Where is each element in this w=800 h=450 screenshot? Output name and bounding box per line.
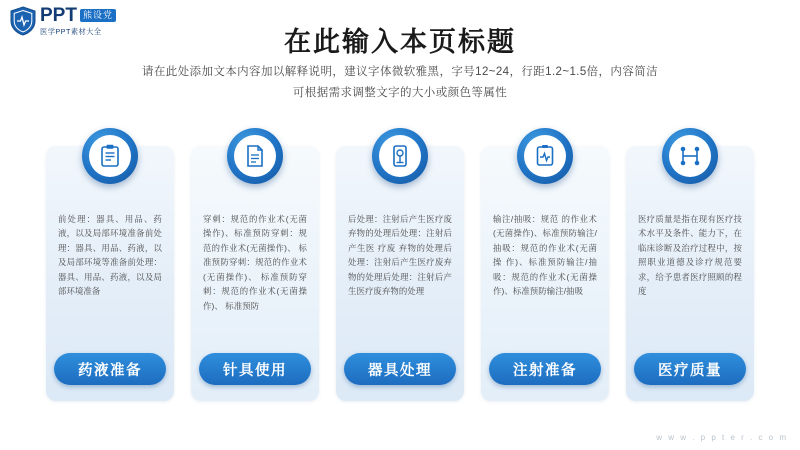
column-label[interactable]: 医疗质量 [634,353,746,385]
clipboard-icon [89,135,131,177]
column-icon-badge[interactable] [227,128,283,184]
column-icon-badge[interactable] [82,128,138,184]
vial-icon [379,135,421,177]
page-title: 在此输入本页标题 [284,27,516,57]
column-item[interactable] [191,128,319,403]
column-label[interactable]: 针具使用 [199,353,311,385]
logo-badge: 熊设党 [80,9,116,22]
column-item[interactable] [46,128,174,403]
page-subtitle [0,62,800,105]
logo-tagline: 医学PPT素材大全 [40,27,102,37]
watermark: w w w . p p t e r . c o m [656,433,788,442]
column-body: 前处理：器具、用品、药液，以及局部环境准备前处理：器具、用品、药液，以及局部环境等准备前处理：器具、用品、药液，以及局部环境准备 [58,214,162,297]
column-group [46,128,754,403]
logo-name: PPT [40,5,77,27]
column-label[interactable]: 药液准备 [54,353,166,385]
column-icon-badge[interactable] [372,128,428,184]
column-body: 穿刺：规范的作业术(无菌操作)、标准预防穿刺：规范的作业术(无菌操作)、 标准预防穿刺：规范的作业术(无菌操作)、 标准预防穿刺：规范的作业术(无菌操作)、 标准预防 [203,214,307,311]
monitor-icon [524,135,566,177]
column-item[interactable] [626,128,754,403]
column-label[interactable]: 注射准备 [489,353,601,385]
column-item[interactable] [481,128,609,403]
column-icon-badge[interactable] [517,128,573,184]
document-icon [234,135,276,177]
column-item[interactable] [336,128,464,403]
subtitle-line-1: 请在此处添加文本内容加以解释说明，建议字体微软雅黑，字号12~24，行距1.2~1.5倍，内容简洁 [141,66,659,78]
network-icon [669,135,711,177]
subtitle-line-2: 可根据需求调整文字的大小或颜色等属性 [292,87,508,100]
column-body: 医疗质量是指在现有医疗技术水平及条件、能力下，在 临床诊断及治疗过程中，按照职业道德及诊疗规范要求，给予患者医疗照顾的程度 [638,214,742,297]
column-label[interactable]: 器具处理 [344,353,456,385]
column-icon-badge[interactable] [662,128,718,184]
column-body: 后处理：注射后产生医疗废 弃物的处理后处理：注射后产生医 疗废 弃物的处理后处理：注射后产生医疗废弃物的处理后处理：注射后产生医疗废弃物的处理 [348,214,452,297]
column-body: 输注/抽吸：规范 的作业术(无菌操作)、标准预防输注/抽吸：规范的作业术(无菌操 作)、标准预防输注/抽吸：规范的作业术(无菌操 作)、标准预防输注/抽吸 [493,214,597,297]
